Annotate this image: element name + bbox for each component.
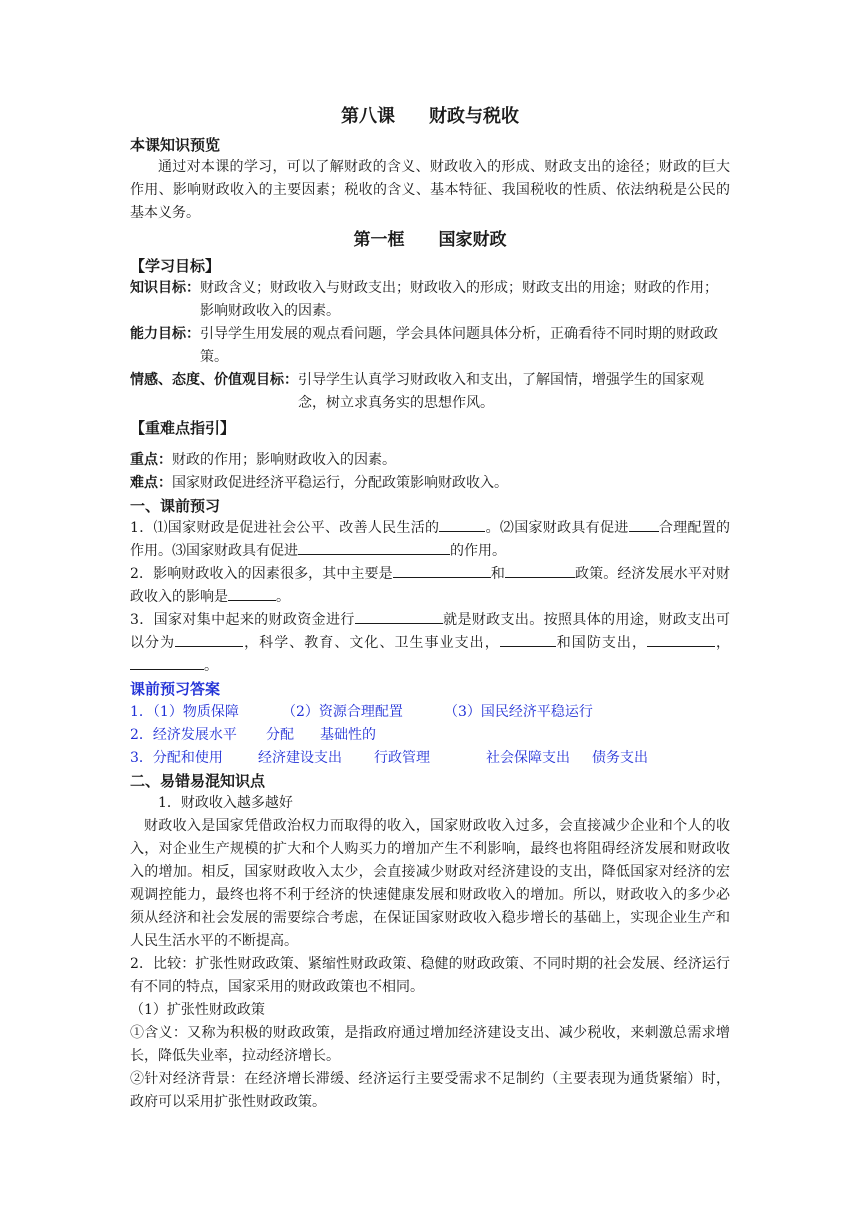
answer-2-2: 分配 bbox=[266, 727, 294, 743]
answer-2-3: 基础性的 bbox=[320, 727, 376, 743]
q3-blank-3[interactable] bbox=[500, 632, 556, 647]
answer-3-2: 经济建设支出 bbox=[258, 750, 342, 766]
preview-text: 通过对本课的学习，可以了解财政的含义、财政收入的形成、财政支出的途径；财政的巨大作用、影响财政收入的主要因素；税收的含义、基本特征、我国税收的性质、依法纳税是公民的基本义务。 bbox=[130, 159, 730, 221]
preclass-question-2 bbox=[130, 563, 730, 609]
lesson-title bbox=[130, 100, 730, 134]
q3-text-b: 就是财政支出。按照具体的用途，财政支出可以分为 bbox=[130, 612, 730, 651]
q1-blank-1[interactable] bbox=[439, 517, 485, 532]
q1-blank-3[interactable] bbox=[298, 540, 450, 555]
mistakes-heading: 二、易错易混知识点 bbox=[130, 772, 266, 790]
q3-text-e: ， bbox=[714, 635, 731, 651]
section-name: 国家财政 bbox=[438, 230, 507, 250]
q1-text-d: 的作用。 bbox=[450, 543, 506, 559]
hard-point-label: 难点： bbox=[130, 475, 172, 491]
mistake-2: 2．比较：扩张性财政政策、紧缩性财政政策、稳健的财政政策、不同时期的社会发展、经济运行有不同的特点，国家采用的财政政策也不相同。 bbox=[130, 956, 730, 995]
preclass-question-1 bbox=[130, 517, 730, 563]
answer-3-3: 行政管理 bbox=[374, 750, 430, 766]
answers-row-3 bbox=[130, 747, 730, 770]
q3-text-c: ，科学、教育、文化、卫生事业支出， bbox=[243, 635, 500, 651]
knowledge-goal-label: 知识目标： bbox=[130, 280, 200, 296]
lesson-name: 财政与税收 bbox=[429, 106, 519, 127]
key-point bbox=[130, 449, 730, 472]
emotion-goal bbox=[130, 369, 730, 415]
section-title bbox=[130, 225, 730, 255]
key-point-label: 重点： bbox=[130, 452, 172, 468]
q1-text-a: 1．⑴国家财政是促进社会公平、改善人民生活的 bbox=[130, 520, 440, 536]
emotion-goal-label: 情感、态度、价值观目标： bbox=[130, 372, 298, 388]
preclass-heading: 一、课前预习 bbox=[130, 497, 221, 515]
answer-1-1: 1．（1）物质保障 bbox=[130, 704, 239, 720]
ability-goal bbox=[130, 323, 730, 369]
expansionary-policy-heading: （1）扩张性财政政策 bbox=[130, 1002, 265, 1018]
answer-3-5: 债务支出 bbox=[592, 750, 648, 766]
expansionary-policy-definition: ①含义：又称为积极的财政政策，是指政府通过增加经济建设支出、减少税收，来刺激总需求增长，降低失业率，拉动经济增长。 bbox=[130, 1025, 730, 1064]
q3-blank-4[interactable] bbox=[647, 632, 715, 647]
q3-blank-1[interactable] bbox=[355, 609, 443, 624]
answer-1-3: （3）国民经济平稳运行 bbox=[444, 704, 593, 720]
q2-blank-2[interactable] bbox=[505, 563, 575, 578]
answer-3-4: 社会保障支出 bbox=[486, 750, 570, 766]
q3-text-a: 3．国家对集中起来的财政资金进行 bbox=[130, 612, 355, 628]
lesson-number: 第八课 bbox=[341, 106, 395, 127]
expansionary-policy-background: ②针对经济背景：在经济增长滞缓、经济运行主要受需求不足制约（主要表现为通货紧缩）时，政府可以采用扩张性财政政策。 bbox=[130, 1071, 730, 1110]
q2-blank-1[interactable] bbox=[393, 563, 491, 578]
answer-3-1: 3．分配和使用 bbox=[130, 750, 223, 766]
answers-row-1 bbox=[130, 701, 730, 724]
q2-blank-3[interactable] bbox=[228, 586, 276, 601]
hard-point bbox=[130, 472, 730, 495]
q2-text-b: 和 bbox=[490, 566, 505, 582]
q3-text-f: 。 bbox=[204, 658, 218, 674]
goals-heading: 【学习目标】 bbox=[130, 257, 221, 275]
q1-text-b: 。⑵国家财政具有促进 bbox=[485, 520, 629, 536]
ability-goal-label: 能力目标： bbox=[130, 326, 200, 342]
knowledge-goal-text: 财政含义；财政收入与财政支出；财政收入的形成；财政支出的用途；财政的作用；影响财政收入的因素。 bbox=[200, 280, 718, 319]
q2-text-d: 。 bbox=[276, 589, 290, 605]
q3-blank-5[interactable] bbox=[130, 655, 204, 670]
q3-text-d: 和国防支出， bbox=[555, 635, 647, 651]
q2-text-a: 2．影响财政收入的因素很多，其中主要是 bbox=[130, 566, 393, 582]
answer-1-2: （2）资源合理配置 bbox=[282, 704, 403, 720]
emotion-goal-text: 引导学生认真学习财政收入和支出，了解国情，增强学生的国家观念，树立求真务实的思想作风。 bbox=[298, 372, 704, 411]
q1-blank-2[interactable] bbox=[629, 517, 659, 532]
mistake-1-title: 1．财政收入越多越好 bbox=[158, 795, 293, 811]
preclass-question-3 bbox=[130, 609, 730, 678]
ability-goal-text: 引导学生用发展的观点看问题，学会具体问题具体分析，正确看待不同时期的财政政策。 bbox=[200, 326, 718, 365]
document-page bbox=[130, 100, 730, 1114]
q1-text-c: 合理配置的作用。⑶国家财政具有促进 bbox=[130, 520, 731, 559]
q3-blank-2[interactable] bbox=[175, 632, 243, 647]
knowledge-goal bbox=[130, 277, 730, 323]
mistake-1-text: 财政收入是国家凭借政治权力而取得的收入，国家财政收入过多，会直接减少企业和个人的收入，对企业生产规模的扩大和个人购买力的增加产生不利影响，最终也将阻碍经济发展和财政收入的增加。相反，国家财政收入太少，会直接减少财政对经济建设的支出，降低国家对经济的宏观调控能力，最终也将不利于经济的快速健康发展和财政收入的增加。所以，财政收入的多少必须从经济和社会发展的需要综合考虑，在保证国家财政收入稳步增长的基础上，实现企业生产和人民生活水平的不断提高。 bbox=[130, 818, 730, 949]
key-point-text: 财政的作用；影响财政收入的因素。 bbox=[172, 452, 396, 468]
hard-point-text: 国家财政促进经济平稳运行，分配政策影响财政收入。 bbox=[172, 475, 508, 491]
answer-2-1: 2．经济发展水平 bbox=[130, 727, 237, 743]
keypoints-heading: 【重难点指引】 bbox=[130, 419, 236, 437]
answers-row-2 bbox=[130, 724, 730, 747]
preview-heading: 本课知识预览 bbox=[130, 136, 221, 154]
q2-text-c: 政策。经济发展水平对财政收入的影响是 bbox=[130, 566, 731, 605]
answers-heading: 课前预习答案 bbox=[130, 680, 221, 698]
section-number: 第一框 bbox=[353, 230, 405, 250]
